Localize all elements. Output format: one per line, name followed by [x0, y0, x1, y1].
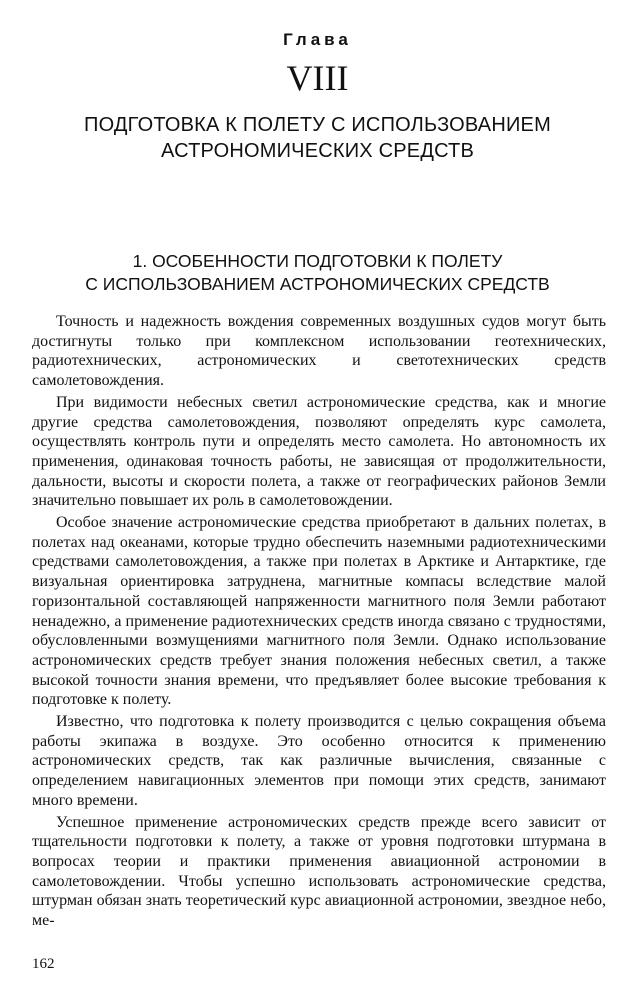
section-title	[20, 250, 615, 296]
chapter-label: Глава	[283, 30, 352, 49]
paragraph: Успешное применение астрономических средств прежде всего зависит от тщательности подготовки к полету, а также от уровня подготовки штурмана в вопросах теории и практики применения авиационной астрономии в самолетовождении. Чтобы успешно использовать астрономические средства, штурман обязан знать теоретический курс авиационной астрономии, звездное небо, ме-	[32, 813, 606, 930]
section-title-line: С ИСПОЛЬЗОВАНИЕМ АСТРОНОМИЧЕСКИХ СРЕДСТВ	[85, 274, 550, 294]
chapter-title-line: АСТРОНОМИЧЕСКИХ СРЕДСТВ	[160, 140, 475, 162]
page-number: 162	[32, 956, 55, 972]
chapter-number: VIII	[286, 58, 349, 98]
body-text	[32, 312, 606, 933]
chapter-title-line: ПОДГОТОВКА К ПОЛЕТУ С ИСПОЛЬЗОВАНИЕМ	[84, 114, 551, 136]
paragraph: Особое значение астрономические средства приобретают в дальних полетах, в полетах над океанами, которые трудно обеспечить наземными радиотехническими средствами самолетовождения, а также при полетах в Арктике и Антарктике, где визуальная ориентировка затруднена, магнитные компасы вследствие малой горизонтальной составляющей напряженности магнитного поля Земли работают ненадежно, а применение радиотехнических средств иногда связано с трудностями, обусловленными возмущениями магнитного поля Земли. Однако использование астрономических средств требует знания положения небесных светил, а также высокой точности знания времени, что предъявляет более высокие требования к подготовке к полету.	[32, 514, 606, 709]
section-title-line: 1. ОСОБЕННОСТИ ПОДГОТОВКИ К ПОЛЕТУ	[132, 251, 503, 271]
paragraph: Известно, что подготовка к полету производится с целью сокращения объема работы экипажа в воздухе. Это особенно относится к применению астрономических средств, так как различные вычисления, связанные с определением навигационных элементов при помощи этих средств, занимают много времени.	[32, 713, 606, 809]
paragraph: При видимости небесных светил астрономические средства, как и многие другие средства самолетовождения, позволяют определять курс самолета, осуществлять контроль пути и определять место самолета. Но автономность их применения, одинаковая точность работы, не зависящая от продолжительности, дальности, высоты и скорости полета, а также от географических районов Земли значительно повышает их роль в самолетовождении.	[32, 393, 606, 510]
chapter-title	[20, 112, 615, 164]
paragraph: Точность и надежность вождения современных воздушных судов могут быть достигнуты только при комплексном использовании геотехнических, радиотехнических, астрономических и светотехнических средств самолетовождения.	[32, 313, 606, 390]
